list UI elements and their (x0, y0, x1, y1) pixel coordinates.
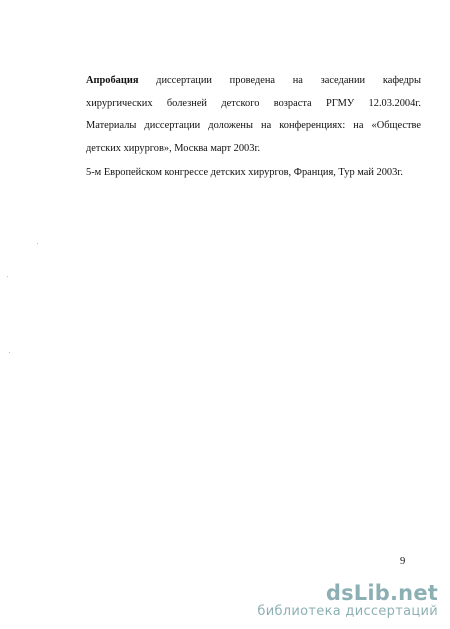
paragraph-line: хирургических болезней детского возраста РГМУ 12.03.2004г. (86, 97, 421, 109)
watermark-logo: dsLib.net (325, 581, 438, 605)
paragraph-line: детских хирургов», Москва март 2003г. (86, 142, 261, 154)
approbation-heading: Апробация (86, 75, 139, 86)
paragraph-line: Материалы диссертации доложены на конференциях: на «Обществе (86, 120, 421, 131)
conference-paragraph: 5-м Европейском конгрессе детских хирургов, Франция, Тур май 2003г. (86, 167, 403, 178)
scan-speck (9, 352, 10, 353)
watermark (257, 582, 438, 620)
watermark-caption: библиотека диссертаций (257, 604, 438, 619)
body-text (86, 70, 421, 185)
scan-speck (7, 276, 8, 277)
approbation-paragraph (86, 70, 421, 160)
paragraph-line (86, 70, 421, 93)
page-number: 9 (400, 556, 406, 567)
scan-speck (37, 243, 38, 244)
line-text: диссертации проведена на заседании кафедры (156, 75, 421, 86)
